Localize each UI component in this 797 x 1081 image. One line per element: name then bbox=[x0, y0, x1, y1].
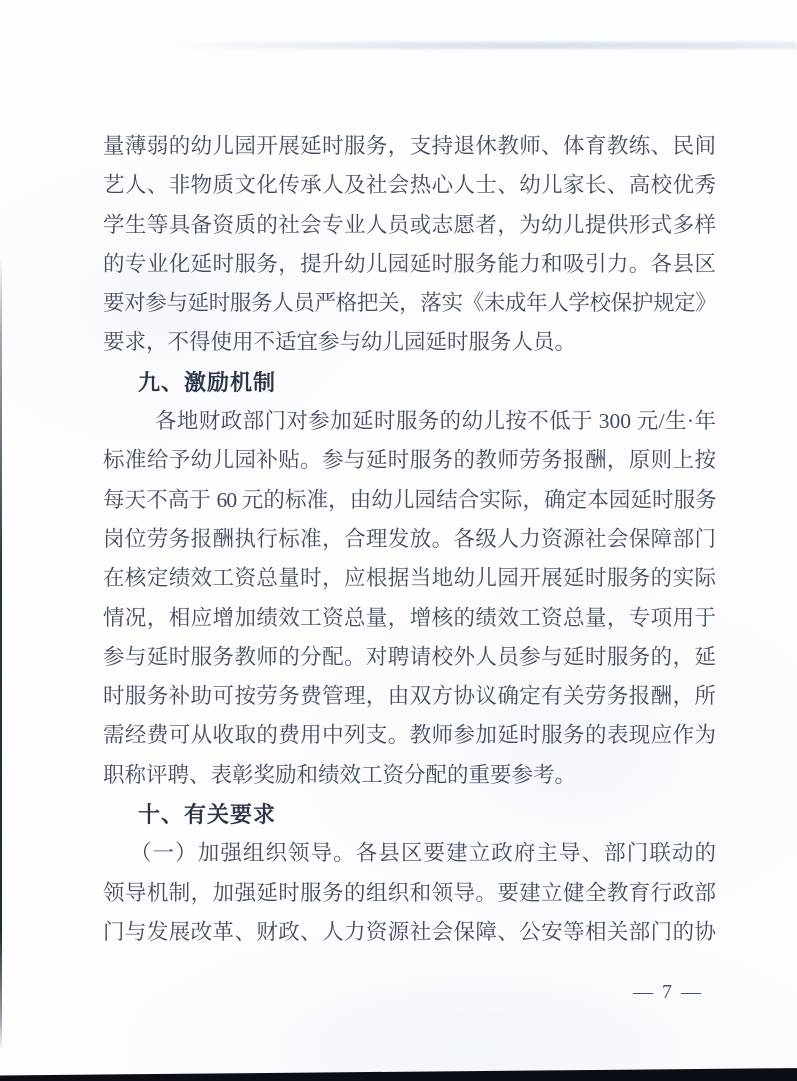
section-heading-incentive: 九、激励机制 bbox=[138, 369, 277, 395]
text-line: 各地财政部门对参加延时服务的幼儿按不低于 300 元/生·年 bbox=[155, 409, 716, 434]
section-heading-requirements: 十、有关要求 bbox=[138, 802, 277, 828]
text-line: 情况，相应增加绩效工资总量，增核的绩效工资总量，专项用于 bbox=[103, 605, 716, 630]
text-line: 每天不高于 60 元的标准，由幼儿园结合实际，确定本园延时服务 bbox=[103, 487, 716, 512]
text-line: 要求，不得使用不适宜参与幼儿园延时服务人员。 bbox=[103, 330, 577, 355]
text-line: 需经费可从收取的费用中列支。教师参加延时服务的表现应作为 bbox=[103, 723, 716, 748]
text-line: 门与发展改革、财政、人力资源社会保障、公安等相关部门的协 bbox=[103, 919, 716, 944]
document-body bbox=[103, 127, 716, 952]
text-line: 学生等具备资质的社会专业人员或志愿者，为幼儿提供形式多样 bbox=[103, 212, 716, 237]
text-line: 时服务补助可按劳务费管理，由双方协议确定有关劳务报酬，所 bbox=[103, 684, 716, 709]
text-line: 量薄弱的幼儿园开展延时服务，支持退休教师、体育教练、民间 bbox=[103, 134, 716, 158]
scan-bottom-edge-artifact bbox=[0, 1068, 797, 1081]
text-line: 标准给予幼儿园补贴。参与延时服务的教师劳务报酬，原则上按 bbox=[103, 448, 716, 473]
text-line: （一）加强组织领导。各县区要建立政府主导、部门联动的 bbox=[130, 841, 716, 866]
text-line: 要对参与延时服务人员严格把关，落实《未成年人学校保护规定》 bbox=[103, 291, 716, 316]
text-line: 的专业化延时服务，提升幼儿园延时服务能力和吸引力。各县区 bbox=[103, 251, 716, 276]
text-line: 岗位劳务报酬执行标准，合理发放。各级人力资源社会保障部门 bbox=[103, 526, 716, 551]
text-line: 领导机制，加强延时服务的组织和领导。要建立健全教育行政部 bbox=[103, 880, 716, 905]
page-number: — 7 — bbox=[633, 981, 703, 1003]
text-line: 参与延时服务教师的分配。对聘请校外人员参与延时服务的，延 bbox=[103, 644, 716, 669]
text-line: 职称评聘、表彰奖励和绩效工资分配的重要参考。 bbox=[103, 762, 577, 787]
scan-left-edge-artifact bbox=[0, 255, 2, 1050]
scan-streak-artifact bbox=[170, 42, 797, 49]
text-line: 艺人、非物质文化传承人及社会热心人士、幼儿家长、高校优秀 bbox=[103, 173, 716, 198]
text-line: 在核定绩效工资总量时，应根据当地幼儿园开展延时服务的实际 bbox=[103, 566, 716, 591]
